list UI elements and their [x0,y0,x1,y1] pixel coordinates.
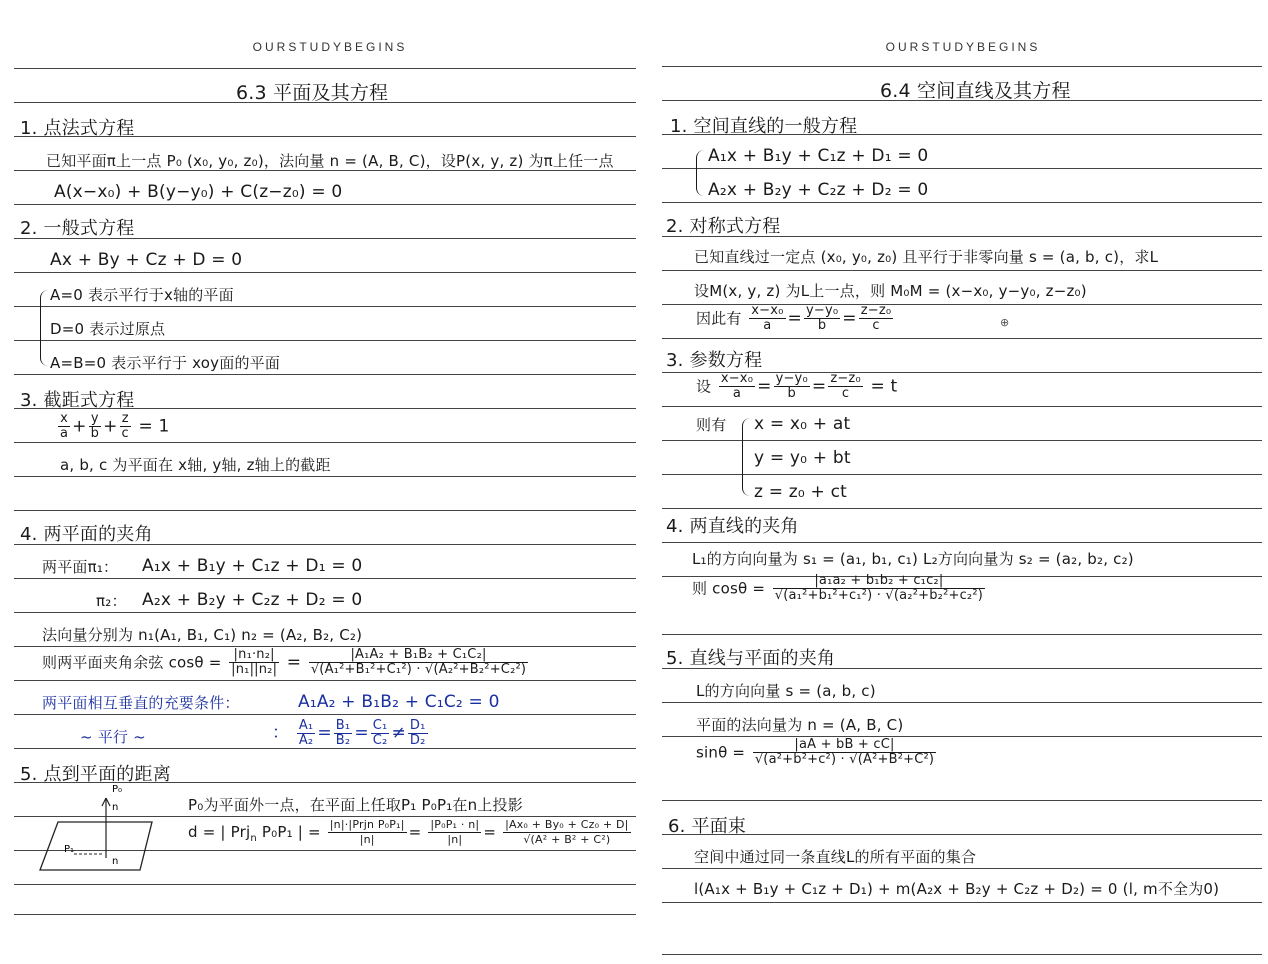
section-text: 设M(x, y, z) 为L上一点，则 M₀M = (x−x₀, y−y₀, z−z₀) [694,282,1087,300]
equation: 则 cosθ = $\frac{\text{|a₁a₂ + b₁b₂ + c₁c₂|}}{\text{√(a₁²+b₁²+c₁²) · √(a₂²+b₂²+c₂²)}}$ [692,573,984,603]
rule-line [662,702,1262,703]
rule-line [662,440,1262,441]
equation: ： $\frac{\text{A₁}}{\text{A₂}}$ = $\frac{\text{B₁}}{\text{B₂}}$ = $\frac{\text{C₁}}{\text{C₂}}$ ≠ $\frac{\text{D₁}}{\text{D₂}}$ [272,717,426,748]
rule-line [14,340,636,341]
right-brand: OURSTUDYBEGINS [885,40,1041,54]
fraction: $\frac{z}{c}$ [121,411,129,441]
rule-line [14,442,636,443]
rule-line [662,508,1262,509]
section-heading: 2. 一般式方程 [20,218,135,239]
equation: l(A₁x + B₁y + C₁z + D₁) + m(A₂x + B₂y + C₂z + D₂) = 0 (l, m不全为0) [694,880,1220,898]
section-heading: 6. 平面束 [668,816,747,837]
rule-line [14,476,636,477]
section-heading: 1. 空间直线的一般方程 [670,116,858,137]
page-title: 6.3 平面及其方程 [236,82,389,104]
plane-label: π₂： [96,592,127,610]
fraction: $\frac{\text{|a₁a₂ + b₁b₂ + c₁c₂|}}{\text{√(a₁²+b₁²+c₁²) · √(a₂²+b₂²+c₂²)}}$ [774,573,984,603]
brace [696,150,705,196]
equation: sinθ = $\frac{|aA + bB + cC|}{\text{√(a²+b²+c²) · √(A²+B²+C²)}}$ [696,737,935,767]
rule-line [14,306,636,307]
equation: z = z₀ + ct [754,482,847,502]
rule-line [662,800,1262,801]
fraction: $\frac{x}{a}$ [60,411,69,441]
fraction: $\frac{\text{|Ax₀ + By₀ + Cz₀ + D|}}{\text{√(A² + B² + C²)}}$ [505,818,629,846]
section-text: a, b, c 为平面在 x轴, y轴, z轴上的截距 [60,456,331,474]
case-text: D=0 表示过原点 [50,320,166,338]
rule-line [662,66,1262,67]
rule-line [662,834,1262,835]
fraction: $\frac{\text{A₁}}{\text{A₂}}$ [298,717,314,748]
equation: A₂x + B₂y + C₂z + D₂ = 0 [708,180,929,200]
fraction: $\frac{\text{x−x₀}}{a}$ [751,303,784,333]
rule-line [662,868,1262,869]
section-heading: 4. 两平面的夹角 [20,524,153,545]
section-heading: 3. 参数方程 [666,350,763,371]
fraction: $\frac{\text{|A₁A₂ + B₁B₂ + C₁C₂|}}{\text{√(A₁²+B₁²+C₁²) · √(A₂²+B₂²+C₂²)}}$ [310,647,527,677]
fraction: $\frac{\text{|n₁·n₂|}}{\text{|n₁||n₂|}}$ [231,647,278,677]
rule-line [14,914,636,915]
perpendicular-condition: 两平面相互垂直的充要条件： [42,694,240,712]
diag-label-p0: P₀ [112,784,123,795]
rule-line [14,68,636,69]
equation: $\frac{x}{a}$ + $\frac{y}{b}$ + $\frac{z}{c}$ = 1 [60,411,170,441]
fraction: $\frac{y}{b}$ [90,411,100,441]
section-heading: 4. 两直线的夹角 [666,516,799,537]
fraction: $\frac{\text{y−y₀}}{b}$ [805,303,839,333]
fraction: $\frac{\text{C₁}}{\text{C₂}}$ [372,717,388,748]
case-text: A=0 表示平行于x轴的平面 [50,286,234,304]
equation: A(x−x₀) + B(y−y₀) + C(z−z₀) = 0 [54,182,343,202]
fraction: $\frac{\text{y−y₀}}{b}$ [775,371,808,401]
rule-line [14,884,636,885]
section-text: L₁的方向向量为 s₁ = (a₁, b₁, c₁) L₂方向向量为 s₂ = (a₂, b₂, c₂) [692,550,1134,568]
fraction: $\frac{\text{z−z₀}}{c}$ [860,303,892,333]
rule-line [14,578,636,579]
fraction: $\frac{\text{D₁}}{\text{D₂}}$ [409,717,426,748]
equation: y = y₀ + bt [754,448,851,468]
rule-line [662,634,1262,635]
fraction: $\frac{\text{x−x₀}}{a}$ [720,371,754,401]
rule-line [14,612,636,613]
fraction: $\frac{\text{z−z₀}}{c}$ [830,371,861,401]
plane-shape [40,822,152,870]
brace [40,290,49,366]
section-text: 空间中通过同一条直线L的所有平面的集合 [694,848,977,866]
rule-line [662,474,1262,475]
scribble-mark: ⊕ [1000,316,1010,329]
rule-line [662,270,1262,271]
section-heading: 5. 直线与平面的夹角 [666,648,836,669]
rule-line [662,406,1262,407]
then-label: 则有 [696,416,727,434]
rule-line [14,204,636,205]
section-text: 法向量分别为 n₁(A₁, B₁, C₁) n₂ = (A₂, B₂, C₂) [42,626,363,644]
equation: d = | Prj$_n$ P₀P₁ | = $\frac{\text{|n|·|Prjn P₀P₁|}}{|n|}$ = $\frac{\text{|P₀P₁ · n|}}{|n|}$ = $\frac{\text{|Ax₀ + By₀ + Cz₀ + D|}}{\text{√(A² + B² + C²)}}$ [188,818,629,846]
rule-line [14,272,636,273]
rule-line [662,168,1262,169]
rule-line [14,680,636,681]
section-text: 平面的法向量为 n = (A, B, C) [696,716,904,734]
equation: 因此有 $\frac{\text{x−x₀}}{a}$ = $\frac{\text{y−y₀}}{b}$ = $\frac{\text{z−z₀}}{c}$ [696,303,892,333]
equation: A₁A₂ + B₁B₂ + C₁C₂ = 0 [298,692,500,712]
equation: x = x₀ + at [754,414,851,434]
equation: A₁x + B₁y + C₁z + D₁ = 0 [708,146,929,166]
rule-line [14,714,636,715]
right-page [658,0,1268,964]
rule-line [14,510,636,511]
rule-line [662,542,1262,543]
fraction: $\frac{\text{|n|·|Prjn P₀P₁|}}{|n|}$ [329,818,405,846]
equation: A₂x + B₂y + C₂z + D₂ = 0 [142,590,363,610]
section-heading: 1. 点法式方程 [20,118,135,139]
rule-line [14,748,636,749]
plane-projection-diagram [36,780,160,876]
parallel-condition: ~ 平行 ~ [80,728,146,746]
diag-label-p1: P₁ [64,844,75,855]
section-heading: 2. 对称式方程 [666,216,781,237]
case-text: A=B=0 表示平行于 xoy面的平面 [50,354,281,372]
brace [742,418,751,496]
rule-line [14,646,636,647]
rule-line [14,374,636,375]
section-text: 已知平面π上一点 P₀ (x₀, y₀, z₀)，法向量 n = (A, B, C)，设P(x, y, z) 为π上任一点 [46,152,614,170]
section-heading: 3. 截距式方程 [20,390,135,411]
rule-line [662,902,1262,903]
fraction: $\frac{|aA + bB + cC|}{\text{√(a²+b²+c²) · √(A²+B²+C²)}}$ [754,737,935,767]
rule-line [662,954,1262,955]
equation: 则两平面夹角余弦 cosθ = $\frac{\text{|n₁·n₂|}}{\text{|n₁||n₂|}}$ = $\frac{\text{|A₁A₂ + B₁B₂ + C₁C₂|}}{\text{√(A₁²+B₁²+C₁²) · √(A₂²+B₂²+C₂²)}}$ [42,647,527,677]
plane-label: 两平面π₁： [42,558,119,576]
equation: A₁x + B₁y + C₁z + D₁ = 0 [142,556,363,576]
page-title: 6.4 空间直线及其方程 [880,80,1071,102]
rule-line [662,202,1262,203]
section-heading: 5. 点到平面的距离 [20,764,171,785]
equation: 设 $\frac{\text{x−x₀}}{a}$ = $\frac{\text{y−y₀}}{b}$ = $\frac{\text{z−z₀}}{c}$ = t [696,371,898,401]
diag-label-n: n [112,802,119,813]
rule-line [662,338,1262,339]
section-text: L的方向向量 s = (a, b, c) [696,682,876,700]
fraction: $\frac{\text{B₁}}{\text{B₂}}$ [335,717,351,748]
left-brand: OURSTUDYBEGINS [252,40,408,54]
diag-label-n-bottom: n [112,856,119,867]
rule-line [662,736,1262,737]
section-text: P₀为平面外一点，在平面上任取P₁ P₀P₁在n上投影 [188,796,523,814]
section-text: 已知直线过一定点 (x₀, y₀, z₀) 且平行于非零向量 s = (a, b, c)，求L [694,248,1159,266]
fraction: $\frac{\text{|P₀P₁ · n|}}{|n|}$ [430,818,480,846]
equation: Ax + By + Cz + D = 0 [50,250,243,270]
